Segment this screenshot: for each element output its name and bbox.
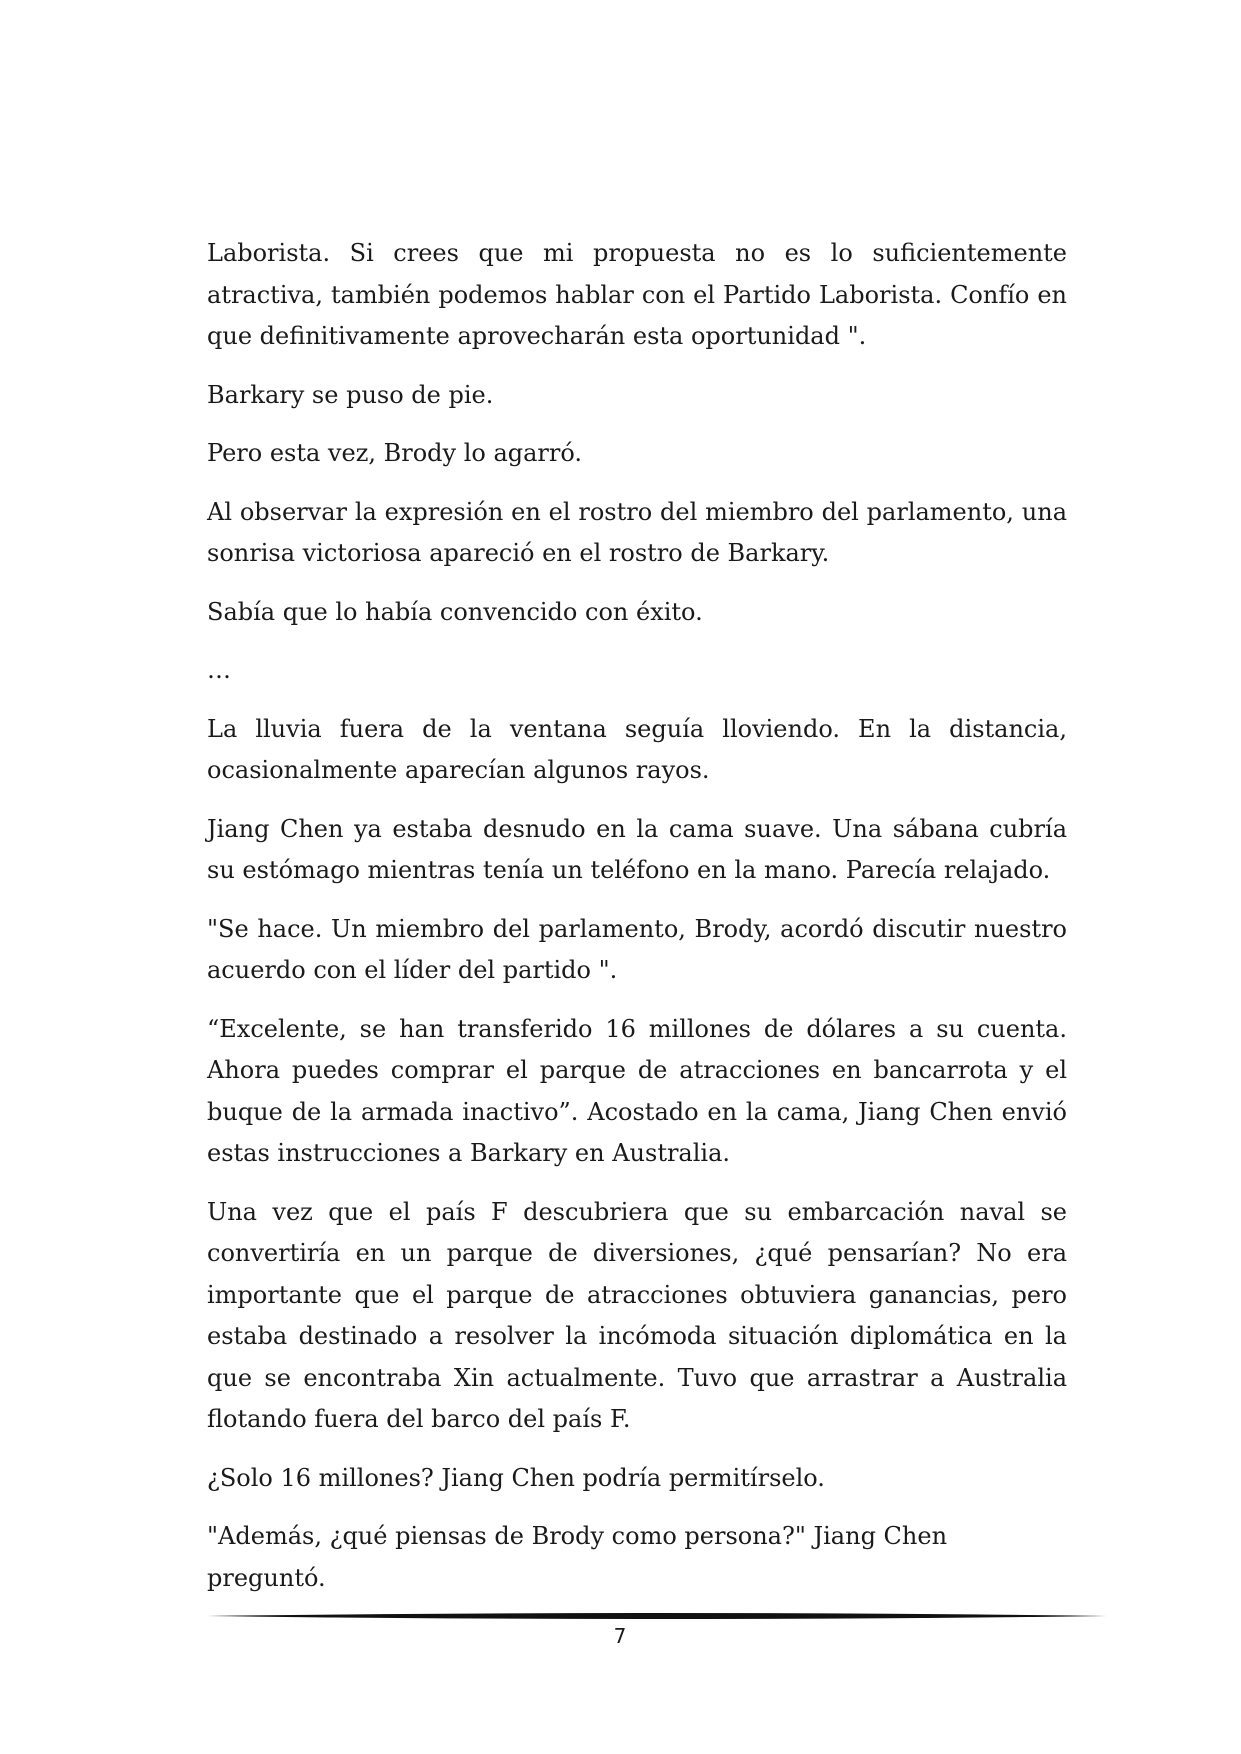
body-text bbox=[207, 233, 1067, 1616]
footer-rule bbox=[207, 1610, 1107, 1622]
paragraph: Jiang Chen ya estaba desnudo en la cama suave. Una sábana cubría su estómago mientras tenía un teléfono en la mano. Parecía relajado. bbox=[207, 814, 1067, 884]
paragraph: … bbox=[207, 656, 231, 684]
paragraph: La lluvia fuera de la ventana seguía lloviendo. En la distancia, ocasionalmente aparecían algunos rayos. bbox=[207, 714, 1067, 784]
paragraph: ¿Solo 16 millones? Jiang Chen podría permitírselo. bbox=[207, 1463, 825, 1492]
paragraph: Pero esta vez, Brody lo agarró. bbox=[207, 439, 583, 467]
paragraph: Barkary se puso de pie. bbox=[207, 380, 494, 409]
paragraph: Una vez que el país F descubriera que su embarcación naval se convertiría en un parque de diversiones, ¿qué pensarían? No era importante que el parque de atracciones obtuviera ganancias, pero estaba destinado a resolver la incómoda situación diplomática en la que se encontraba Xin actualmente. Tuvo que arrastrar a Australia flotando fuera del barco del país F. bbox=[207, 1197, 1067, 1433]
paragraph: “Excelente, se han transferido 16 millones de dólares a su cuenta. Ahora puedes comprar el parque de atracciones en bancarrota y el buque de la armada inactivo”. Acostado en la cama, Jiang Chen envió estas instrucciones a Barkary en Australia. bbox=[207, 1014, 1067, 1167]
paragraph: "Además, ¿qué piensas de Brody como persona?" Jiang Chen preguntó. bbox=[207, 1522, 948, 1592]
page-number: 7 bbox=[613, 1624, 627, 1648]
paragraph: Al observar la expresión en el rostro del miembro del parlamento, una sonrisa victoriosa apareció en el rostro de Barkary. bbox=[207, 497, 1067, 567]
paragraph: Laborista. Si crees que mi propuesta no es lo suficientemente atractiva, también podemos hablar con el Partido Laborista. Confío en que definitivamente aprovecharán esta oportunidad ". bbox=[207, 239, 1067, 350]
paragraph: "Se hace. Un miembro del parlamento, Brody, acordó discutir nuestro acuerdo con el líder del partido ". bbox=[207, 914, 1067, 984]
paragraph: Sabía que lo había convencido con éxito. bbox=[207, 597, 703, 626]
